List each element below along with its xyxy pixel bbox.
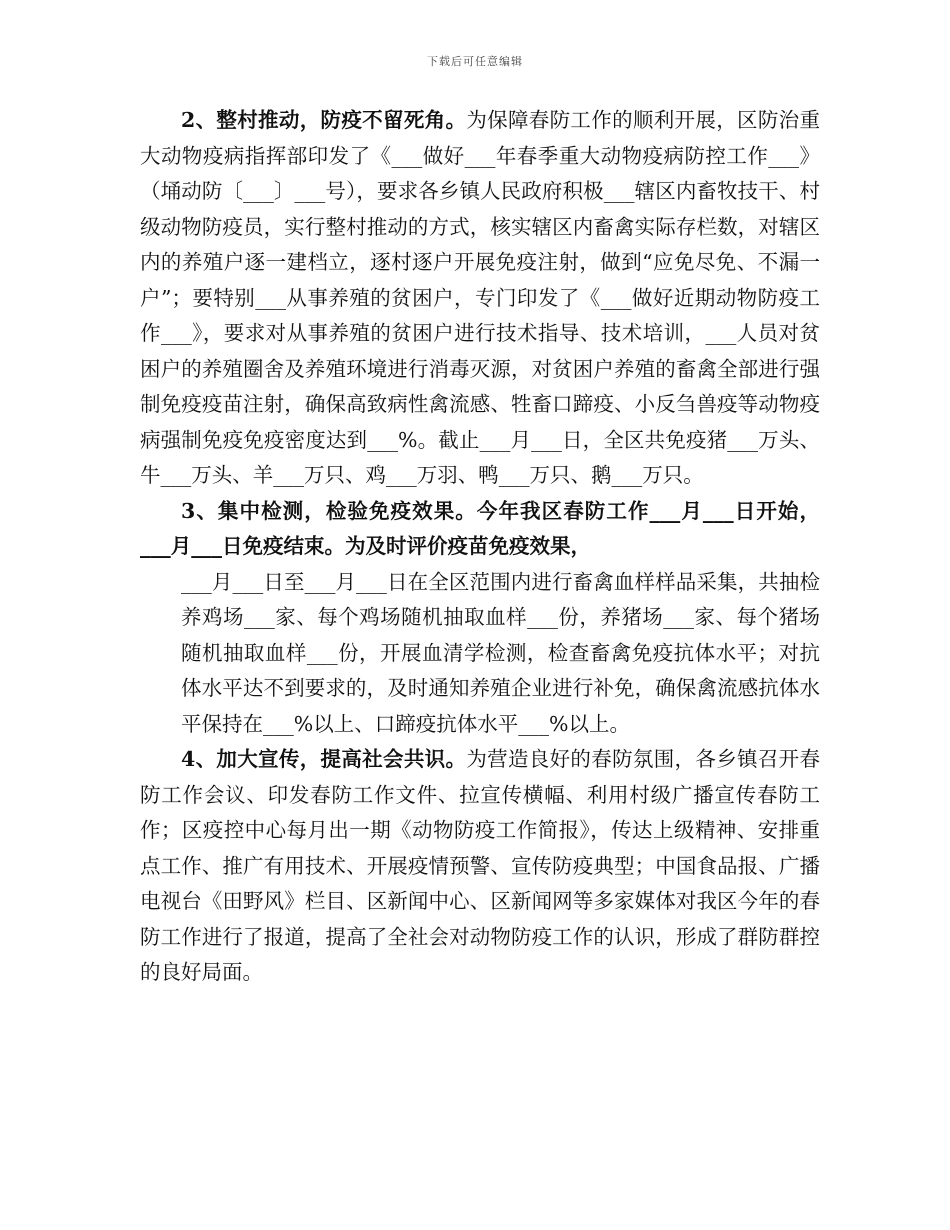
paragraph-text: 为营造良好的春防氛围，各乡镇召开春防工作会议、印发春防工作文件、拉宣传横幅、利用村级广播宣传春防工作；区疫控中心每月出一期《动物防疫工作简报》，传达上级精神、安排重点工作、推广有用技术、开展疫情预警、宣传防疫典型；中国食品报、广播电视台《田野风》栏目、区新闻中心、区新闻网等多家媒体对我区今年的春防工作进行了报道，提高了全社会对动物防疫工作的认识，形成了群防群控的良好局面。 (140, 747, 821, 984)
paragraph-concentrated-testing (140, 494, 820, 565)
paragraph-text: 为保障春防工作的顺利开展，区防治重大动物疫病指挥部印发了《___做好___年春季重大动物疫病防控工作___》（埇动防〔___〕___号），要求各乡镇人民政府积极___辖区内畜牧技干、村级动物防疫员，实行整村推动的方式，核实辖区内畜禽实际存栏数，对辖区内的养殖户逐一建档立，逐村逐户开展免疫注射，做到“应免尽免、不漏一户”；要特别___从事养殖的贫困户，专门印发了《___做好近期动物防疫工作___》，要求对从事养殖的贫困户进行技术指导、技术培训，___人员对贫困户的养殖圈舍及养殖环境进行消毒灭源，对贫困户养殖的畜禽全部进行强制免疫疫苗注射，确保高致病性禽流感、牲畜口蹄疫、小反刍兽疫等动物疫病强制免疫免疫密度达到___%。截止___月___日，全区共免疫猪___万头、牛___万头、羊___万只、鸡___万羽、鸭___万只、鹅___万只。 (140, 108, 821, 487)
paragraph-publicity (140, 742, 820, 991)
page-header: 下载后可任意编辑 (427, 55, 523, 68)
document-body (140, 103, 820, 991)
section-heading-3: 3、集中检测，检验免疫效果。今年我区春防工作___月___日开始，___月___日免疫结束。为及时评价疫苗免疫效果， (140, 498, 820, 558)
section-heading-2: 2、整村推动，防疫不留死角。 (181, 108, 467, 132)
section-heading-4: 4、加大宣传，提高社会共识。 (181, 747, 467, 771)
paragraph-whole-village (140, 103, 820, 494)
paragraph-sampling (140, 565, 820, 743)
paragraph-text: ___月___日至___月___日在全区范围内进行畜禽血样样品采集，共抽检养鸡场___家、每个鸡场随机抽取血样___份，养猪场___家、每个猪场随机抽取血样___份，开展血清学检测，检查畜禽免疫抗体水平；对抗体水平达不到要求的，及时通知养殖企业进行补免，确保禽流感抗体水平保持在___%以上、口蹄疫抗体水平___%以上。 (181, 569, 820, 736)
